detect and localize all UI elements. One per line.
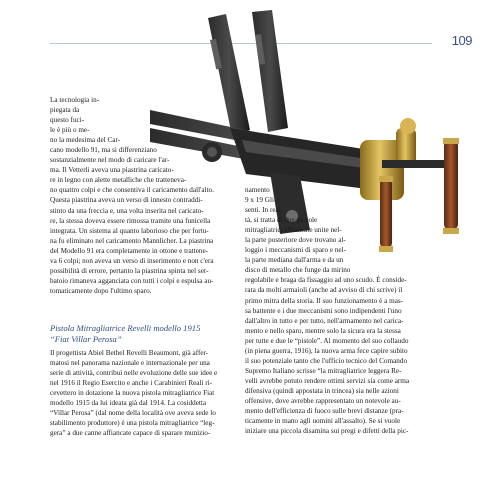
text-line: primo mitra della storia. Il suo funzionamento è a mas- (245, 296, 404, 305)
text-line: stinto da una freccia e, una volta inserita nel caricato- (50, 206, 204, 215)
text-line: batoio rimaneva agganciata con tutti i colpi e espulsa au- (50, 276, 214, 285)
text-line: no la medesima del Car- (50, 136, 121, 145)
text-line: difensiva (quindi appostata in trincea) sia nelle azioni (245, 386, 399, 395)
page-number: 109 (451, 33, 472, 48)
text-line: del Modello 91 era completamente in ottone e trattene- (50, 246, 209, 255)
text-line: sostanzialmente nel modo di caricare l'ar- (50, 156, 170, 165)
text-line: re, la stessa doveva essere rimossa tramite una funicella (50, 216, 211, 225)
text-line: per tutte e due le “pistole”. Al momento del suo collaudo (245, 336, 409, 345)
text-line: ticamente in mano agli uomini all'assalto). Se si vuole (245, 417, 401, 426)
section-heading-line: “Fiat Villar Perosa” (50, 334, 122, 344)
text-line: la parte posteriore dove trovano al- (245, 236, 346, 245)
text-line: namento (245, 186, 270, 194)
text-line: mitragliatrici affiancate unite nel- (245, 226, 342, 235)
left-body-text (50, 348, 240, 438)
text-line: stabilimento produttore) è una pistola mitragliatrice “leg- (50, 419, 215, 428)
text-line: va 6 colpi; non aveva un verso di inserimento e non c'era (50, 256, 214, 265)
text-line: “Villar Perosa” (dal nome della località ove aveva sede lo (50, 409, 216, 418)
text-line: rata da molti armaioli (anche ad avviso di chi scrive) il (245, 286, 403, 295)
text-line: sa battente e i due meccanismi sono indipendenti l'uno (245, 306, 402, 315)
text-line: 9 x 19 Gli- (245, 196, 277, 205)
text-line: loggio i meccanismi di sparo e nel- (245, 246, 346, 255)
text-line: na fu eliminato nel caricamento Mannlicher. La piastrina (50, 236, 214, 245)
text-line: velli avrebbe potuto rendere ottimi servizi sia come arma (245, 376, 410, 385)
text-line: serie di attività, contribuì nelle evoluzione delle sue idee e (50, 369, 218, 378)
text-line: questo fuci- (50, 116, 85, 125)
text-line: integrata. Un sistema al quanto laborioso che per fortu- (50, 226, 209, 235)
text-line: possibilità di errore, pertanto la piastrina spinta nel ser- (50, 266, 209, 275)
text-line: mento e nello sparo, mentre solo la sicura era la stessa (245, 326, 401, 335)
text-line: La tecnologia in- (50, 96, 100, 104)
text-line: senti. In real- (245, 206, 284, 215)
text-line: mento dell'efficienza di fuoco sulle brevi distanze (pra- (245, 407, 404, 416)
text-line: disco di metallo che funge da mirino (245, 266, 351, 275)
section-heading (50, 323, 240, 345)
text-line: matosi nel panorama nazionale e internazionale per una (50, 359, 210, 368)
text-line: iniziare una piccola disamina sui pregi e difetti della pic- (245, 427, 409, 436)
text-line: re in legno con alette metalliche che tratteneva- (50, 176, 187, 185)
text-line: tomaticamente dopo l'ultimo sparo. (50, 286, 152, 295)
text-line: Questa piastrina aveva un verso di innesto contraddi- (50, 196, 203, 205)
text-line: tà, si tratta di due piccole (245, 216, 318, 225)
text-line: regolabile e braga da fissaggio ad uno scudo. È conside- (245, 276, 407, 285)
text-line: offensive, dove avrebbe rappresentato un notevole au- (245, 396, 401, 405)
text-line: le è più o me- (50, 126, 90, 135)
text-line: il suo potenziale tanto che l'ufficio tecnico del Comando (245, 356, 408, 365)
text-line: nel 1916 il Regio Esercito e anche i Carabinieri Reali ri- (50, 379, 213, 388)
text-line: cevettero in dotazione la nuova pistola mitragliatrice Fiat (50, 389, 215, 398)
text-line: gera” a due canne affiancate capace di sparare munizio- (50, 429, 211, 438)
left-intro-text (50, 95, 240, 296)
text-line: ma. Il Vetterli aveva una piastrina caricato- (50, 166, 174, 175)
text-line: la parte mediana dall'arma e da un (245, 256, 344, 265)
text-line: Supremo Italiano scrisse “la mitragliatrice leggera Re- (245, 366, 402, 375)
text-line: piegata da (50, 106, 80, 115)
text-line: (in piena guerra, 1916), la nuova arma fece capire subito (245, 346, 408, 355)
text-line: Il progettista Abiel Bethel Revelli Beaumont, già affer- (50, 349, 209, 357)
text-line: no quattro colpi e che consentiva il caricamento dall'alto. (50, 186, 214, 195)
section-heading-line: Pistola Mitragliatrice Revelli modello 1915 (50, 323, 201, 333)
text-line: modello 1915 da lui ideata già dal 1914. La cosiddetta (50, 399, 207, 408)
right-column-text (245, 185, 435, 436)
text-line: dall'altro in tutto e per tutto, nell'armamento nel carica- (245, 316, 404, 325)
text-line: cano modello 91, ma si differenziano (50, 146, 157, 155)
